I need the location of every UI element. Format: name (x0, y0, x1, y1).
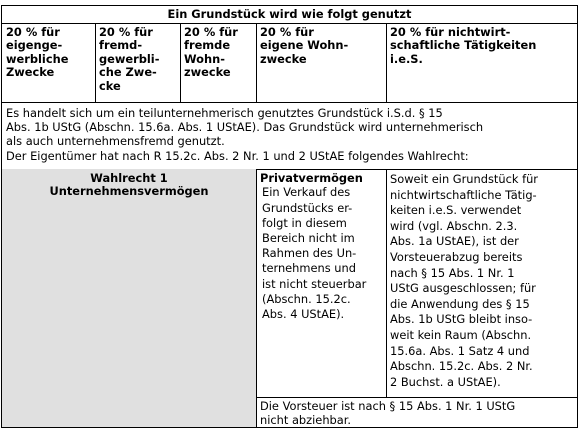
vorsteuer-note-text: Die Vorsteuer ist nach § 15 Abs. 1 Nr. 1 UStG nicht abziehbar. (260, 399, 516, 428)
nonbusiness-cell (386, 169, 578, 398)
column-header-5 (386, 23, 578, 103)
column-header-label: 20 % für eigene Wohn- zwecke (260, 25, 349, 66)
vorsteuer-note-cell (256, 397, 578, 428)
option-unternehmensvermoegen-cell (1, 169, 257, 428)
privatvermoegen-cell (256, 169, 387, 398)
column-header-1 (1, 23, 96, 103)
table-title-cell (1, 5, 578, 24)
description-cell (1, 102, 578, 170)
table-title: Ein Grundstück wird wie folgt genutzt (167, 7, 412, 21)
column-header-2 (95, 23, 181, 103)
privatvermoegen-title: Privatvermögen (260, 171, 363, 185)
column-header-label: 20 % für eigenge- werbliche Zwecke (6, 25, 69, 80)
column-header-label: 20 % für nichtwirt- schaftliche Tätigkeiten i.e.S. (390, 25, 537, 66)
column-header-label: 20 % für fremde Wohn- zwecke (184, 25, 238, 80)
column-header-label: 20 % für fremd- gewerbli- che Zwe- cke (99, 25, 160, 93)
privatvermoegen-text: Ein Verkauf des Grundstücks er- folgt in diesem Bereich nicht im Rahmen des Un- ternehmens und ist nicht steuerbar (Abschn. 15.2c. Abs. 4 UStAE). (262, 185, 367, 322)
option-title: Wahlrecht 1 Unternehmensvermögen (49, 171, 209, 199)
description-text: Es handelt sich um ein teilunternehmerisch genutztes Grundstück i.S.d. § 15 Abs. 1b UStG (Abschn. 15.6a. Abs. 1 UStAE). Das Grundstück wird unternehmerisch als auch unternehmensfremd genutzt. Der Eigentümer hat nach R 15.2c. Abs. 2 Nr. 1 und 2 UStAE folgendes Wahlrecht: (6, 106, 484, 163)
nonbusiness-text: Soweit ein Grundstück für nichtwirtschaftliche Tätig- keiten i.e.S. verwendet wird (vgl. Abschn. 2.3. Abs. 1a UStAE), ist der Vorsteuerabzug bereits nach § 15 Abs. 1 Nr. 1 UStG ausgeschlossen; für die Anwendung des § 15 Abs. 1b UStG bleibt inso- weit kein Raum (Abschn. 15.6a. Abs. 1 Satz 4 und Abschn. 15.2c. Abs. 2 Nr. 2 Buchst. a UStAE). (390, 172, 538, 389)
column-header-4 (256, 23, 387, 103)
column-header-3 (180, 23, 257, 103)
